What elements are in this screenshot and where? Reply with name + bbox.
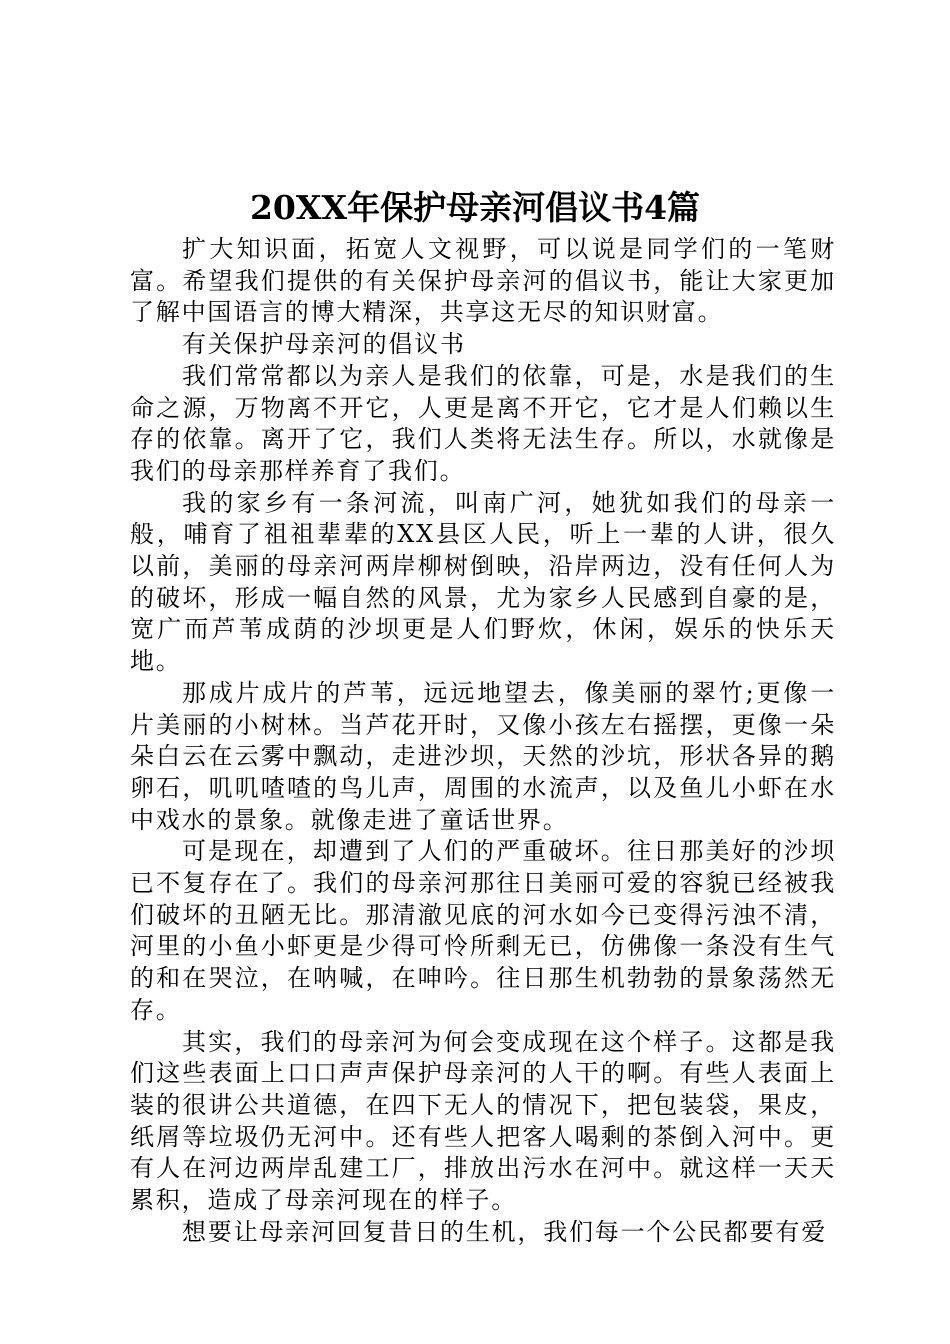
paragraph: 其实，我们的母亲河为何会变成现在这个样子。这都是我们这些表面上口口声声保护母亲河的人干的啊。有些人表面上装的很讲公共道德，在四下无人的情况下，把包装袋，果皮，纸屑等垃圾仍无河中。还有些人把客人喝剩的茶倒入河中。更有人在河边两岸乱建工厂，排放出污水在河中。就这样一天天累积，造成了母亲河现在的样子。 bbox=[130, 1027, 836, 1215]
paragraph: 那成片成片的芦苇，远远地望去，像美丽的翠竹;更像一片美丽的小树林。当芦花开时，又像小孩左右摇摆，更像一朵朵白云在云雾中飘动，走进沙坝，天然的沙坑，形状各异的鹅卵石，叽叽喳喳的鸟儿声，周围的水流声，以及鱼儿小虾在水中戏水的景象。就像走进了童话世界。 bbox=[130, 678, 836, 834]
paragraph: 我们常常都以为亲人是我们的依靠，可是，水是我们的生命之源，万物离不开它，人更是离不开它，它才是人们赖以生存的依靠。离开了它，我们人类将无法生存。所以，水就像是我们的母亲那样养育了我们。 bbox=[130, 361, 836, 485]
paragraph: 扩大知识面，拓宽人文视野，可以说是同学们的一笔财富。希望我们提供的有关保护母亲河的倡议书，能让大家更加了解中国语言的博大精深，共享这无尽的知识财富。 bbox=[130, 235, 836, 327]
section-heading: 有关保护母亲河的倡议书 bbox=[182, 330, 466, 359]
paragraph: 想要让母亲河回复昔日的生机，我们每一个公民都要有爱 bbox=[182, 1217, 827, 1246]
document-title: 20XX年保护母亲河倡议书4篇 bbox=[249, 188, 701, 227]
paragraph: 可是现在，却遭到了人们的严重破坏。往日那美好的沙坝已不复存在了。我们的母亲河那往日美丽可爱的容貌已经被我们破坏的丑陋无比。那清澈见底的河水如今已变得污浊不清，河里的小鱼小虾更是少得可怜所剩无已，仿佛像一条没有生气的和在哭泣，在呐喊，在呻吟。往日那生机勃勃的景象荡然无存。 bbox=[130, 837, 836, 1024]
paragraph: 我的家乡有一条河流，叫南广河，她犹如我们的母亲一般，哺育了祖祖辈辈的XX县区人民，听上一辈的人讲，很久以前，美丽的母亲河两岸柳树倒映，沿岸两边，没有任何人为的破坏，形成一幅自然的风景，尤为家乡人民感到自豪的是，宽广而芦苇成荫的沙坝更是人们野炊，休闲，娱乐的快乐天地。 bbox=[130, 488, 836, 676]
document-body bbox=[130, 234, 836, 1249]
